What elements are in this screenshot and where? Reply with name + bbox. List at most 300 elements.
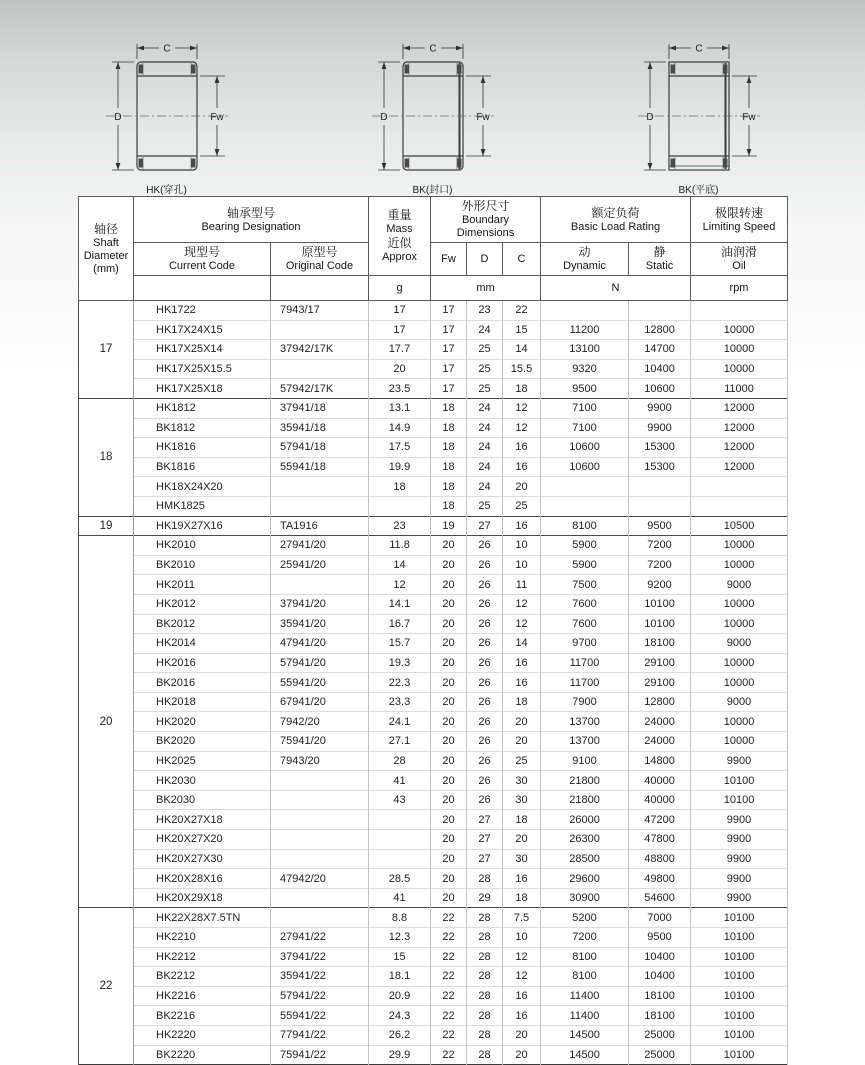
fw-cell: 20 [431,732,467,752]
d-cell: 26 [467,673,503,693]
spec-row [79,477,788,497]
current-code-cell: HK2011 [134,575,271,595]
spec-row [79,732,788,752]
original-code-cell: 27941/22 [271,928,369,948]
current-code-cell: HK2210 [134,928,271,948]
col-header-c: C [503,243,541,276]
limiting-speed-cell: 10000 [691,653,788,673]
limiting-speed-cell: 10100 [691,928,788,948]
d-cell: 24 [467,477,503,497]
dynamic-load-cell: 28500 [541,849,629,869]
diagram-label: BK(封口) [412,185,453,196]
current-code-cell: HK2212 [134,947,271,967]
speed-header-en: Limiting Speed [702,220,776,233]
c-cell: 14 [503,634,541,654]
unit-speed-rpm: rpm [691,276,788,301]
c-cell: 10 [503,536,541,556]
spec-row [79,379,788,399]
d-cell: 26 [467,575,503,595]
d-cell: 24 [467,438,503,458]
static-load-cell: 25000 [629,1025,691,1045]
dynamic-load-cell: 11200 [541,320,629,340]
mass-cell: 15.7 [369,634,431,654]
bearing-drawing-sealed [358,32,508,187]
static-load-cell [629,477,691,497]
dynamic-load-cell: 5900 [541,536,629,556]
col-header-fw: Fw [431,243,467,276]
static-load-cell: 48800 [629,849,691,869]
static-load-cell: 47800 [629,830,691,850]
dim-label-d: D [113,112,122,123]
col-header-boundary [431,197,541,243]
c-cell: 15.5 [503,359,541,379]
dynamic-load-cell: 7600 [541,614,629,634]
limiting-speed-cell: 12000 [691,418,788,438]
mass-approx-zh: 近似 [387,236,412,250]
mass-cell: 27.1 [369,732,431,752]
c-cell: 20 [503,732,541,752]
current-code-cell: HK20X29X18 [134,888,271,908]
current-code-cell: HK20X27X30 [134,849,271,869]
limiting-speed-cell: 10100 [691,771,788,791]
fw-cell: 17 [431,379,467,399]
dynamic-load-cell: 29600 [541,869,629,889]
static-load-cell: 7200 [629,555,691,575]
fw-cell: 18 [431,398,467,418]
limiting-speed-cell: 10100 [691,1045,788,1065]
dynamic-load-cell: 11700 [541,653,629,673]
limiting-speed-cell: 10000 [691,340,788,360]
current-code-cell: HK2020 [134,712,271,732]
col-header-limiting-speed [691,197,788,243]
static-load-cell [629,301,691,321]
spec-row [79,301,788,321]
c-cell: 30 [503,790,541,810]
original-code-cell: 47942/20 [271,869,369,889]
mass-cell: 17.5 [369,438,431,458]
d-cell: 24 [467,418,503,438]
shaft-diameter-cell: 22 [79,908,134,1065]
original-code-cell: 47941/20 [271,634,369,654]
d-cell: 27 [467,830,503,850]
d-cell: 26 [467,712,503,732]
fw-cell: 18 [431,477,467,497]
mass-cell: 23.3 [369,692,431,712]
diagram-row [0,0,865,196]
limiting-speed-cell: 9000 [691,692,788,712]
d-cell: 26 [467,536,503,556]
diagram-bk-flat [624,32,774,196]
spec-row [79,418,788,438]
mass-cell: 18.1 [369,967,431,987]
mass-cell: 17 [369,301,431,321]
dynamic-load-cell: 8100 [541,516,629,536]
current-code-cell: BK2020 [134,732,271,752]
mass-cell [369,830,431,850]
limiting-speed-cell: 10000 [691,673,788,693]
mass-cell: 17.7 [369,340,431,360]
static-zh: 静 [653,245,666,259]
c-cell: 18 [503,810,541,830]
original-code-cell: 67941/20 [271,692,369,712]
current-code-cell: HK2010 [134,536,271,556]
limiting-speed-cell: 10100 [691,986,788,1006]
spec-row [79,790,788,810]
spec-row [79,967,788,987]
mass-cell: 19.9 [369,457,431,477]
fw-cell: 18 [431,496,467,516]
original-code-cell: 7942/20 [271,712,369,732]
c-cell: 7.5 [503,908,541,928]
spec-row [79,1045,788,1065]
fw-cell: 20 [431,849,467,869]
spec-row [79,673,788,693]
diagram-hk-open [92,32,242,196]
limiting-speed-cell: 10100 [691,947,788,967]
dynamic-load-cell: 13700 [541,732,629,752]
current-code-cell: HK20X28X16 [134,869,271,889]
original-code-cell [271,810,369,830]
dynamic-load-cell: 9700 [541,634,629,654]
static-load-cell: 9900 [629,398,691,418]
dynamic-load-cell: 8100 [541,947,629,967]
limiting-speed-cell: 10000 [691,359,788,379]
c-cell: 12 [503,418,541,438]
static-load-cell: 24000 [629,712,691,732]
c-cell: 20 [503,477,541,497]
fw-cell: 20 [431,810,467,830]
mass-cell: 15 [369,947,431,967]
mass-cell: 43 [369,790,431,810]
mass-cell: 16.7 [369,614,431,634]
d-cell: 26 [467,634,503,654]
static-load-cell: 9200 [629,575,691,595]
col-header-dynamic [541,243,629,276]
shaft-header-en1: Shaft [93,236,119,249]
mass-cell: 28 [369,751,431,771]
limiting-speed-cell: 10500 [691,516,788,536]
spec-row [79,398,788,418]
mass-cell: 12 [369,575,431,595]
fw-cell: 20 [431,634,467,654]
c-cell: 16 [503,438,541,458]
col-header-current-code [134,243,271,276]
spec-row [79,849,788,869]
fw-cell: 20 [431,751,467,771]
col-header-shaft-diameter [79,197,134,301]
dynamic-load-cell: 26000 [541,810,629,830]
spec-row [79,438,788,458]
static-load-cell: 29100 [629,673,691,693]
dynamic-en: Dynamic [563,260,606,272]
d-cell: 28 [467,986,503,1006]
spec-row [79,712,788,732]
mass-cell: 11.8 [369,536,431,556]
designation-header-zh: 轴承型号 [227,205,276,220]
d-cell: 23 [467,301,503,321]
fw-cell: 22 [431,928,467,948]
original-code-en: Original Code [285,260,354,272]
mass-cell: 29.9 [369,1045,431,1065]
current-code-cell: BK2010 [134,555,271,575]
col-header-oil [691,243,788,276]
dynamic-load-cell: 10600 [541,438,629,458]
c-cell: 12 [503,398,541,418]
d-cell: 28 [467,1006,503,1026]
dynamic-load-cell [541,477,629,497]
static-load-cell: 25000 [629,1045,691,1065]
spec-row [79,457,788,477]
d-cell: 24 [467,457,503,477]
mass-cell: 23 [369,516,431,536]
c-cell: 18 [503,888,541,908]
fw-cell: 22 [431,1045,467,1065]
col-header-mass [369,197,431,276]
unit-boundary-mm: mm [431,276,541,301]
fw-cell: 22 [431,947,467,967]
mass-cell: 12.3 [369,928,431,948]
original-code-cell: 25941/20 [271,555,369,575]
dynamic-load-cell: 30900 [541,888,629,908]
spec-row [79,810,788,830]
current-code-cell: BK1816 [134,457,271,477]
roller-cage-lines [143,63,191,169]
limiting-speed-cell [691,301,788,321]
current-code-cell: HK2220 [134,1025,271,1045]
limiting-speed-cell: 10000 [691,555,788,575]
static-load-cell: 9500 [629,516,691,536]
dim-label-c: C [694,43,703,55]
mass-cell: 20 [369,359,431,379]
original-code-cell: 75941/22 [271,1045,369,1065]
dim-label-d: D [379,112,388,123]
unit-blank-original [271,276,369,301]
dynamic-load-cell: 8100 [541,967,629,987]
original-code-cell: 27941/20 [271,536,369,556]
fw-cell: 20 [431,888,467,908]
original-code-cell: 37942/17K [271,340,369,360]
dynamic-load-cell: 26300 [541,830,629,850]
c-cell: 10 [503,928,541,948]
c-cell: 20 [503,830,541,850]
d-cell: 28 [467,967,503,987]
static-load-cell [629,496,691,516]
shaft-header-unit: (mm) [93,262,119,275]
d-cell: 26 [467,790,503,810]
static-en: Static [645,260,674,272]
dim-label-c: C [162,43,171,55]
original-code-cell: 35941/22 [271,967,369,987]
limiting-speed-cell: 9900 [691,849,788,869]
spec-row [79,340,788,360]
c-cell: 12 [503,967,541,987]
mass-cell [369,849,431,869]
spec-row [79,830,788,850]
original-code-cell [271,477,369,497]
current-code-cell: BK2012 [134,614,271,634]
designation-header-en: Bearing Designation [201,220,301,233]
original-code-cell: 75941/20 [271,732,369,752]
spec-row [79,888,788,908]
spec-row [79,869,788,889]
static-load-cell: 10100 [629,594,691,614]
mass-header-zh: 重量 [387,208,412,222]
original-code-zh: 原型号 [301,245,338,259]
limiting-speed-cell: 10100 [691,1006,788,1026]
limiting-speed-cell [691,496,788,516]
dynamic-load-cell: 7600 [541,594,629,614]
dynamic-load-cell: 5900 [541,555,629,575]
mass-cell: 20.9 [369,986,431,1006]
limiting-speed-cell: 10000 [691,712,788,732]
current-code-cell: HK17X24X15 [134,320,271,340]
static-load-cell: 10400 [629,967,691,987]
spec-row [79,1025,788,1045]
original-code-cell: 37941/20 [271,594,369,614]
c-cell: 16 [503,1006,541,1026]
static-load-cell: 15300 [629,438,691,458]
original-code-cell: 35941/20 [271,614,369,634]
fw-cell: 22 [431,967,467,987]
original-code-cell [271,771,369,791]
shaft-diameter-cell: 19 [79,516,134,536]
limiting-speed-cell: 9000 [691,634,788,654]
static-load-cell: 54600 [629,888,691,908]
original-code-cell [271,908,369,928]
original-code-cell: 57941/20 [271,653,369,673]
mass-cell: 22.3 [369,673,431,693]
current-code-cell: HK2016 [134,653,271,673]
oil-en: Oil [732,260,746,272]
dynamic-load-cell: 21800 [541,790,629,810]
current-code-cell: HK20X27X18 [134,810,271,830]
d-cell: 26 [467,732,503,752]
d-cell: 28 [467,869,503,889]
bearing-spec-table [78,196,788,1065]
spec-row [79,496,788,516]
limiting-speed-cell: 9900 [691,751,788,771]
c-cell: 22 [503,301,541,321]
d-cell: 27 [467,810,503,830]
dynamic-load-cell: 14500 [541,1045,629,1065]
spec-row [79,555,788,575]
current-code-cell: BK2030 [134,790,271,810]
d-cell: 26 [467,751,503,771]
static-load-cell: 40000 [629,771,691,791]
spec-row [79,771,788,791]
speed-header-zh: 极限转速 [715,205,764,220]
fw-cell: 20 [431,771,467,791]
dynamic-zh: 动 [578,245,591,259]
current-code-cell: HK2012 [134,594,271,614]
fw-cell: 20 [431,673,467,693]
limiting-speed-cell: 12000 [691,438,788,458]
dynamic-load-cell: 7500 [541,575,629,595]
original-code-cell: 55941/22 [271,1006,369,1026]
spec-row [79,908,788,928]
fw-cell: 19 [431,516,467,536]
spec-row [79,692,788,712]
unit-mass-g: g [369,276,431,301]
load-header-en: Basic Load Rating [570,220,661,233]
static-load-cell: 10100 [629,614,691,634]
c-cell: 15 [503,320,541,340]
current-code-cell: HK22X28X7.5TN [134,908,271,928]
current-code-cell: HK2018 [134,692,271,712]
spec-row [79,634,788,654]
dynamic-load-cell: 7200 [541,928,629,948]
d-cell: 26 [467,594,503,614]
static-load-cell: 10600 [629,379,691,399]
original-code-cell [271,320,369,340]
mass-approx-en: Approx [382,251,417,263]
static-load-cell: 18100 [629,634,691,654]
fw-cell: 20 [431,575,467,595]
fw-cell: 20 [431,790,467,810]
c-cell: 14 [503,340,541,360]
shaft-header-en2: Diameter [83,249,129,262]
fw-cell: 20 [431,869,467,889]
original-code-cell [271,830,369,850]
current-code-cell: HK20X27X20 [134,830,271,850]
dynamic-load-cell: 11400 [541,1006,629,1026]
col-header-d: D [467,243,503,276]
dynamic-load-cell: 11400 [541,986,629,1006]
current-code-cell: HK2025 [134,751,271,771]
fw-cell: 17 [431,301,467,321]
col-header-load-rating [541,197,691,243]
diagram-label: HK(穿孔) [146,185,187,196]
fw-cell: 18 [431,418,467,438]
d-cell: 28 [467,1025,503,1045]
current-code-cell: HK2216 [134,986,271,1006]
static-load-cell: 7000 [629,908,691,928]
static-load-cell: 12800 [629,692,691,712]
mass-cell: 14 [369,555,431,575]
limiting-speed-cell: 10000 [691,594,788,614]
limiting-speed-cell: 9900 [691,810,788,830]
static-load-cell: 15300 [629,457,691,477]
d-cell: 29 [467,888,503,908]
original-code-cell [271,849,369,869]
spec-row [79,614,788,634]
bearing-diagram-svg [624,32,774,182]
dynamic-load-cell: 9500 [541,379,629,399]
limiting-speed-cell: 9900 [691,888,788,908]
current-code-cell: HK17X25X18 [134,379,271,399]
fw-cell: 20 [431,692,467,712]
dynamic-load-cell [541,301,629,321]
original-code-cell: 7943/20 [271,751,369,771]
original-code-cell: 7943/17 [271,301,369,321]
shaft-diameter-cell: 18 [79,398,134,516]
mass-cell: 14.1 [369,594,431,614]
dynamic-load-cell: 5200 [541,908,629,928]
spec-row [79,575,788,595]
fw-cell: 17 [431,359,467,379]
dynamic-load-cell: 9320 [541,359,629,379]
c-cell: 25 [503,751,541,771]
spec-row [79,653,788,673]
original-code-cell [271,359,369,379]
col-header-designation [134,197,369,243]
original-code-cell: TA1916 [271,516,369,536]
mass-cell: 26.2 [369,1025,431,1045]
limiting-speed-cell: 10100 [691,1025,788,1045]
original-code-cell: 55941/18 [271,457,369,477]
c-cell: 10 [503,555,541,575]
current-code-cell: HK2014 [134,634,271,654]
